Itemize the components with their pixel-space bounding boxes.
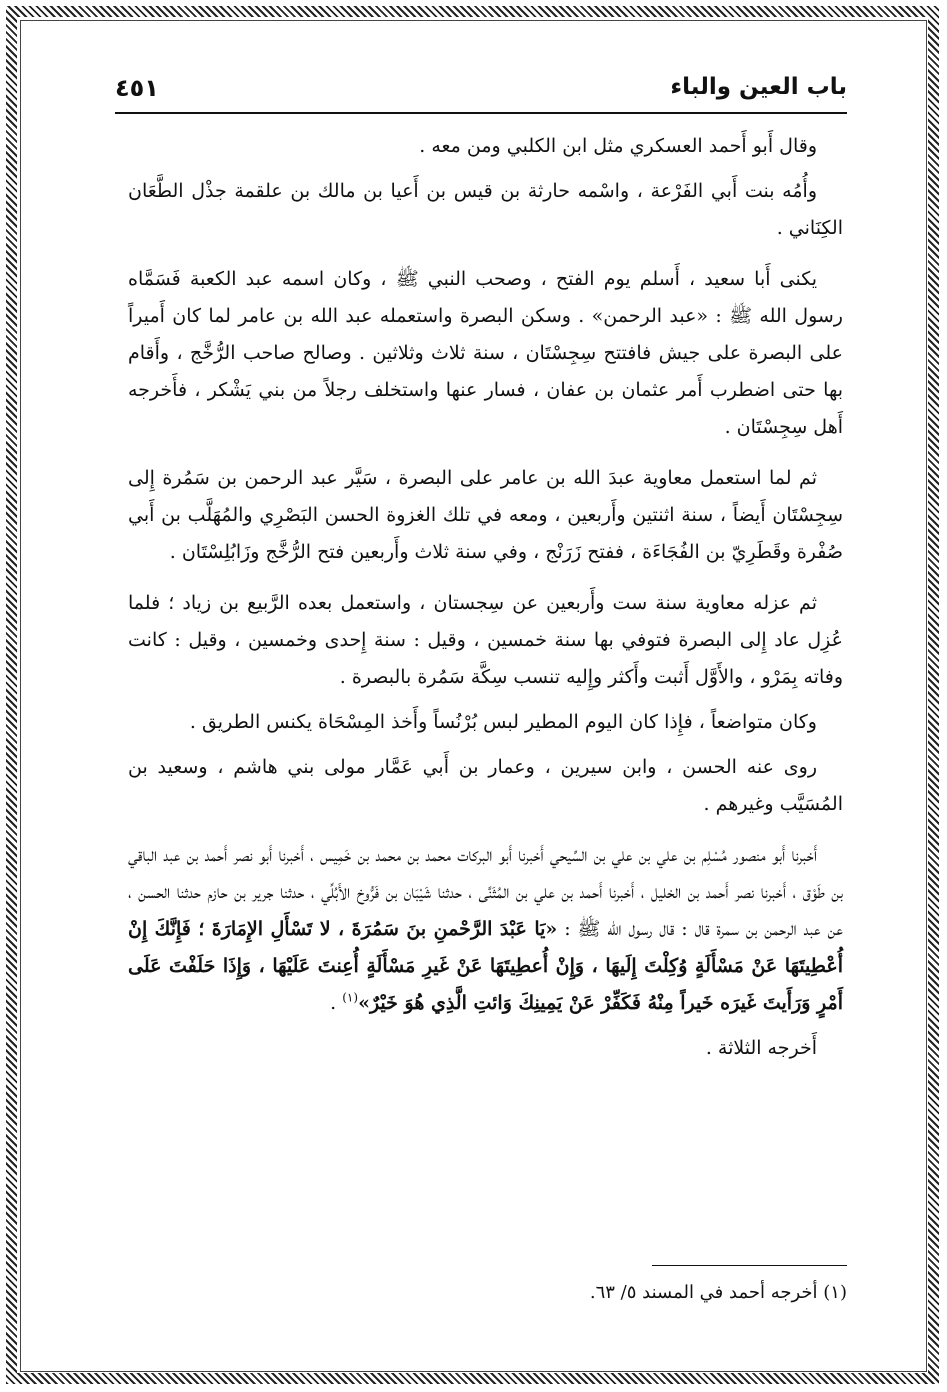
main-text <box>128 128 843 1081</box>
footnote: (١) أخرجه أحمد في المسند ٥/ ٦٣. <box>589 1282 847 1303</box>
page-number: ٤٥١ <box>115 74 159 102</box>
paragraph: ثم لما استعمل معاوية عبدَ الله بن عامر على البصرة ، سَيَّر عبد الرحمن بن سَمُرة إِلى سِجِسْتَان أَيضاً ، سنة اثنتين وأَربعين ، ومعه في تلك الغزوة الحسن البَصْرِي والمُهَلَّب بن أَبي صُفْرة وقَطَرِيّ بن الفُجَاءَة ، ففتح زَرَنْج ، وفي سنة ثلاث وأَربعين فتح الرُّخَّج وزَابُلِسْتَان . <box>128 467 843 563</box>
page-header <box>115 74 847 114</box>
paragraph: ثم عزله معاوية سنة ست وأَربعين عن سِجستان ، واستعمل بعده الرَّبيع بن زياد ؛ فلما عُزِل عاد إِلى البصرة فتوفي بها سنة خمسين ، وقيل : سنة إِحدى وخمسين ، وقيل : كانت وفاته بِمَرْو ، والأَوَّل أَثبت وأَكثر وإِليه تنسب سِكَّة سَمُرة بالبصرة . <box>128 592 843 688</box>
paragraph: يكنى أَبا سعيد ، أَسلم يوم الفتح ، وصحب النبي ﷺ ، وكان اسمه عبد الكعبة فَسَمَّاه رسول الله ﷺ : «عبد الرحمن» . وسكن البصرة واستعمله عبد الله بن عامر لما كان أَميراً على البصرة على جيش فافتتح سِجِسْتَان ، سنة ثلاث وثلاثين . وصالح صاحب الرُّخَّج ، وأَقام بها حتى اضطرب أَمر عثمان بن عفان ، فسار عنها واستخلف رجلاً من بني يَشْكر ، فأَخرجه أَهل سِجِسْتَان . <box>128 268 843 438</box>
paragraph: وأُمُه بنت أَبي الفَرْعة ، واسْمه حارثة بن قيس بن أَعيا بن مالك بن علقمة جذْل الطَّعَان الكِنَاني . <box>128 180 843 239</box>
footnote-marker: (١) <box>342 990 359 1005</box>
header-rule <box>115 112 847 114</box>
isnad-text: أَخبرنا أَبو منصور مُسْلِم بن علي بن علي بن السِّيحي أَخبرنا أَبو البركات محمد بن محمد بن خَمِيس ، أَخبرنا أَبو نصر أَحمد بن عبد الباقي بن طَوْق ، أَخبرنا نصر أَحمد بن الخليل ، أَخبرنا أَحمد بن علي بن المُثَنَّى ، حدثنا شَيْبَان بن فَرُّوخ الأَبُلِّي ، حدثنا جرير بن حازم حدثنا الحسن ، عن عبد الرحمن بن سمرة قال : قال رسول الله ﷺ : <box>128 844 843 940</box>
hadith-text: «يَا عَبْدَ الرَّحْمنِ بنَ سَمُرَةَ ، لا تَسْأَلِ الإِمَارَةَ ؛ فَإِنَّكَ إِنْ أُعْطِيتَهَا عَنْ مَسْأَلَةٍ وُكِلْتَ إِلَيهَا ، وَإِنْ أُعطِيتَهَا عَنْ غَيرِ مَسْأَلَةٍ أُعِنتَ عَلَيْهَا ، وَإِذَا حَلَفْتَ عَلَى أَمْرٍ وَرَأَيتَ غَيرَه خَيراً مِنْهُ فَكَفِّرْ عَنْ يَمِينِكَ وَائتِ الَّذِي هُوَ خَيْرٌ» <box>128 918 843 1014</box>
chapter-title: باب العين والباء <box>670 74 847 100</box>
paragraph: وكان متواضعاً ، فإِذا كان اليوم المطير لبس بُرْنُساً وأَخذ المِسْحَاة يكنس الطريق . <box>189 711 817 733</box>
closing-note: أَخرجه الثلاثة . <box>705 1037 817 1059</box>
paragraph: روى عنه الحسن ، وابن سيرين ، وعمار بن أَبي عَمَّار مولى بني هاشم ، وسعيد بن المُسَيَّب وغيرهم . <box>128 756 843 815</box>
footnote-rule <box>652 1265 847 1266</box>
hadith-paragraph: أَخبرنا أَبو منصور مُسْلِم بن علي بن علي بن السِّيحي أَخبرنا أَبو البركات محمد بن محمد بن خَمِيس ، أَخبرنا أَبو نصر أَحمد بن عبد الباقي بن طَوْق ، أَخبرنا نصر أَحمد بن الخليل ، أَخبرنا أَحمد بن علي بن المُثَنَّى ، حدثنا شَيْبَان بن فَرُّوخ الأَبُلِّي ، حدثنا جرير بن حازم حدثنا الحسن ، عن عبد الرحمن بن سمرة قال : قال رسول الله ﷺ : «يَا عَبْدَ الرَّحْمنِ بنَ سَمُرَةَ ، لا تَسْأَلِ الإِمَارَةَ ؛ فَإِنَّكَ إِنْ أُعْطِيتَهَا عَنْ مَسْأَلَةٍ وُكِلْتَ إِلَيهَا ، وَإِنْ أُعطِيتَهَا عَنْ غَيرِ مَسْأَلَةٍ أُعِنتَ عَلَيْهَا ، وَإِذَا حَلَفْتَ عَلَى أَمْرٍ وَرَأَيتَ غَيرَه خَيراً مِنْهُ فَكَفِّرْ عَنْ يَمِينِكَ وَائتِ الَّذِي هُوَ خَيْرٌ»$^{(١)}$ . <box>128 844 843 1014</box>
paragraph: وقال أَبو أَحمد العسكري مثل ابن الكلبي ومن معه . <box>419 135 817 157</box>
